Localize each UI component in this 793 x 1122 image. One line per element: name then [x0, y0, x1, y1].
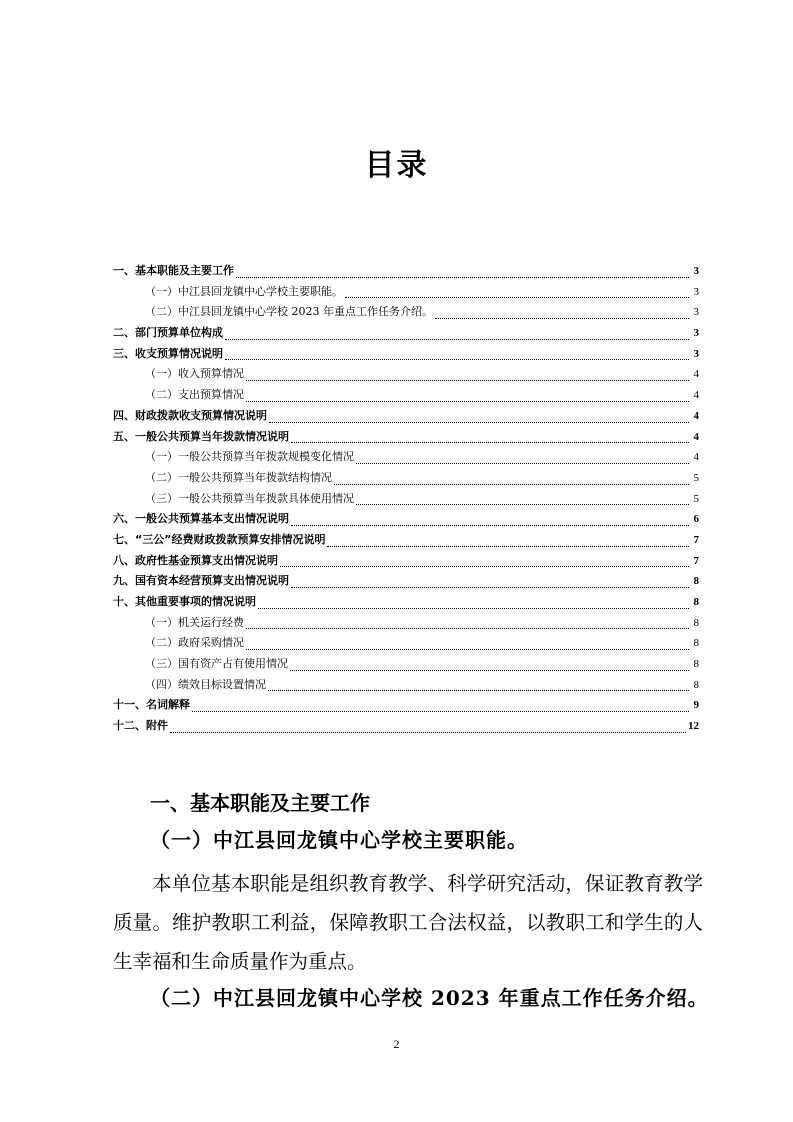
toc-leader-dots	[291, 525, 689, 526]
toc-entry[interactable]	[113, 634, 699, 655]
toc-leader-dots	[291, 587, 689, 588]
toc-entry-label: 三、收支预算情况说明	[113, 346, 223, 360]
toc-leader-dots	[269, 422, 689, 423]
toc-entry-label: 五、一般公共预算当年拨款情况说明	[113, 429, 289, 443]
toc-entry[interactable]	[113, 345, 699, 366]
toc-entry-label: （二）支出预算情况	[145, 388, 244, 402]
toc-leader-dots	[334, 484, 689, 485]
toc-leader-dots	[356, 504, 689, 505]
toc-entry-page: 3	[693, 347, 699, 360]
toc-entry[interactable]	[113, 386, 699, 407]
toc-entry-label: （二）政府采购情况	[145, 636, 244, 650]
toc-entry-page: 3	[693, 285, 699, 298]
toc-entry-page: 8	[693, 596, 699, 608]
toc-entry[interactable]	[113, 324, 699, 345]
toc-leader-dots	[236, 277, 689, 278]
toc-entry-page: 6	[693, 513, 699, 526]
toc-entry-label: （二）一般公共预算当年拨款结构情况	[145, 470, 332, 484]
toc-entry[interactable]	[113, 531, 699, 552]
toc-entry-label: 四、财政拨款收支预算情况说明	[113, 408, 267, 422]
toc-entry[interactable]	[113, 572, 699, 593]
toc-leader-dots	[192, 711, 689, 712]
toc-entry-label: （三）一般公共预算当年拨款具体使用情况	[145, 491, 354, 505]
toc-entry-label: （一）中江县回龙镇中心学校主要职能。	[145, 284, 343, 298]
toc-leader-dots	[246, 628, 689, 629]
toc-leader-dots	[280, 566, 689, 567]
toc-entry[interactable]	[113, 407, 699, 428]
toc-entry-label: 六、一般公共预算基本支出情况说明	[113, 512, 289, 526]
toc-leader-dots	[258, 608, 689, 609]
toc-entry-label: （一）收入预算情况	[145, 367, 244, 381]
toc-entry-label: （四）绩效目标设置情况	[145, 677, 266, 691]
toc-entry[interactable]	[113, 552, 699, 573]
page-title: 目录	[364, 148, 429, 183]
toc-entry-page: 8	[693, 616, 699, 629]
toc-entry-label: 十二、附件	[113, 719, 168, 733]
toc-leader-dots	[246, 649, 689, 650]
toc-entry-label: （二）中江县回龙镇中心学校 2023 年重点工作任务介绍。	[145, 305, 433, 319]
toc-entry-label: 九、国有资本经营预算支出情况说明	[113, 574, 289, 588]
toc-entry-label: 二、部门预算单位构成	[113, 326, 223, 340]
toc-entry-page: 4	[693, 430, 699, 443]
toc-entry-page: 3	[693, 306, 699, 319]
toc-entry[interactable]	[113, 655, 699, 676]
toc-entry-label: 十、其他重要事项的情况说明	[113, 595, 256, 608]
toc-leader-dots	[327, 546, 689, 547]
toc-entry-page: 4	[693, 409, 699, 422]
toc-entry-page: 4	[693, 451, 699, 464]
subsection-heading: （二）中江县回龙镇中心学校 2023 年重点工作任务介绍。	[150, 986, 709, 1010]
toc-entry-label: 一、基本职能及主要工作	[113, 264, 234, 277]
body-paragraph: 本单位基本职能是组织教育教学、科学研究活动，保证教育教学质量。维护教职工利益，保障教职工合法权益，以教职工和学生的人生幸福和生命质量作为重点。	[113, 872, 703, 973]
toc-entry[interactable]	[113, 593, 699, 614]
toc-entry-label: （三）国有资产占有使用情况	[145, 657, 288, 671]
toc-entry-page: 3	[693, 265, 699, 277]
toc-leader-dots	[291, 442, 689, 443]
toc-entry[interactable]	[113, 676, 699, 697]
toc-entry-page: 7	[693, 554, 699, 567]
toc-leader-dots	[356, 463, 689, 464]
toc-entry-label: （一）一般公共预算当年拨款规模变化情况	[145, 450, 354, 464]
toc-leader-dots	[268, 690, 689, 691]
toc-leader-dots	[345, 297, 689, 298]
toc-leader-dots	[246, 380, 689, 381]
toc-entry[interactable]	[113, 469, 699, 490]
toc-entry-label: （一）机关运行经费	[145, 615, 244, 629]
toc-entry[interactable]	[113, 717, 699, 738]
toc-entry[interactable]	[113, 428, 699, 449]
toc-entry-page: 8	[693, 575, 699, 588]
toc-entry[interactable]	[113, 614, 699, 635]
toc-entry-page: 12	[688, 720, 699, 733]
table-of-contents	[113, 262, 699, 738]
page-number: 2	[393, 1037, 400, 1051]
toc-entry-label: 八、政府性基金预算支出情况说明	[113, 553, 278, 567]
toc-entry-page: 5	[693, 471, 699, 484]
toc-entry-page: 4	[693, 389, 699, 402]
toc-entry[interactable]	[113, 448, 699, 469]
toc-entry-page: 9	[693, 699, 699, 712]
toc-entry[interactable]	[113, 303, 699, 324]
toc-leader-dots	[225, 359, 689, 360]
subsection-heading: （一）中江县回龙镇中心学校主要职能。	[150, 828, 528, 852]
toc-entry-page: 4	[693, 368, 699, 381]
toc-entry[interactable]	[113, 510, 699, 531]
toc-entry-page: 3	[693, 327, 699, 340]
toc-entry-page: 8	[693, 678, 699, 691]
toc-leader-dots	[435, 318, 689, 319]
toc-entry-label: 七、“三公”经费财政拨款预算安排情况说明	[113, 532, 326, 546]
toc-entry-label: 十一、名词解释	[113, 698, 190, 712]
toc-entry[interactable]	[113, 490, 699, 511]
toc-entry[interactable]	[113, 365, 699, 386]
toc-leader-dots	[170, 732, 686, 733]
toc-entry[interactable]	[113, 283, 699, 304]
toc-entry[interactable]	[113, 262, 699, 283]
toc-leader-dots	[290, 670, 689, 671]
toc-leader-dots	[246, 401, 689, 402]
toc-entry-page: 8	[693, 658, 699, 671]
toc-entry-page: 5	[693, 492, 699, 505]
section-heading: 一、基本职能及主要工作	[150, 791, 370, 815]
toc-entry-page: 7	[693, 533, 699, 546]
toc-entry[interactable]	[113, 696, 699, 717]
toc-leader-dots	[225, 339, 689, 340]
toc-entry-page: 8	[693, 637, 699, 650]
